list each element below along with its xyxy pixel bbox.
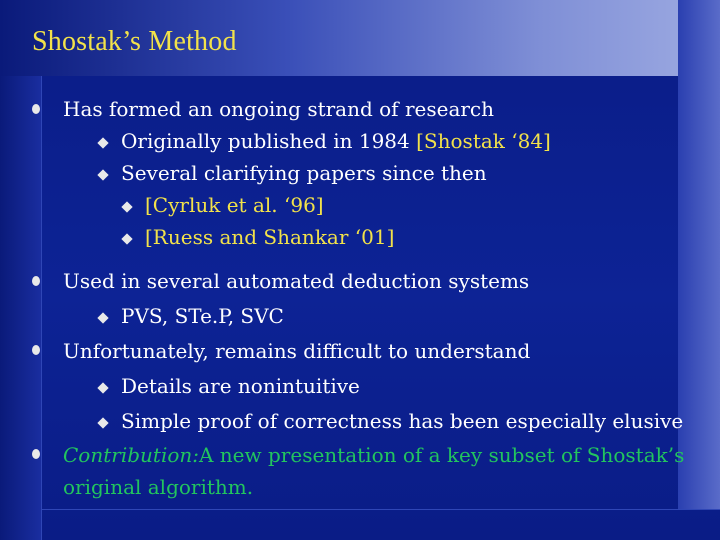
sub-bullet-clarifying: Several clarifying papers since then (99, 156, 487, 190)
sub-bullet-nonintuitive: Details are nonintuitive (99, 369, 360, 403)
diamond-bullet-icon (97, 417, 108, 428)
sub-bullet-pvs: PVS, STe.P, SVC (99, 299, 284, 333)
diamond-bullet-icon (97, 169, 108, 180)
diamond-bullet-icon (97, 137, 108, 148)
round-bullet-icon (32, 345, 40, 355)
sub-sub-bullet-cyrluk: [Cyrluk et al. ‘96] (123, 188, 324, 222)
bullet-difficult: Unfortunately, remains difficult to understand (63, 339, 531, 363)
diamond-bullet-icon (121, 201, 132, 212)
diamond-bullet-icon (97, 382, 108, 393)
bottom-rule (42, 509, 720, 510)
diamond-bullet-icon (97, 312, 108, 323)
bullet-research: Has formed an ongoing strand of research (63, 97, 495, 121)
bullet-contribution: Contribution:A new presentation of a key subset of Shostak’s (63, 443, 685, 467)
diamond-bullet-icon (121, 233, 132, 244)
right-decoration (678, 0, 720, 510)
left-decoration (0, 76, 42, 540)
bullet-systems: Used in several automated deduction systems (63, 269, 530, 293)
sub-bullet-elusive: Simple proof of correctness has been especially elusive (99, 404, 683, 438)
sub-bullet-published: Originally published in 1984 [Shostak ‘84] (99, 124, 551, 158)
round-bullet-icon (32, 449, 40, 459)
bullet-contribution-continued: original algorithm. (63, 475, 254, 499)
round-bullet-icon (32, 104, 40, 114)
round-bullet-icon (32, 276, 40, 286)
slide-title: Shostak’s Method (32, 26, 237, 57)
sub-sub-bullet-ruess: [Ruess and Shankar ‘01] (123, 220, 394, 254)
